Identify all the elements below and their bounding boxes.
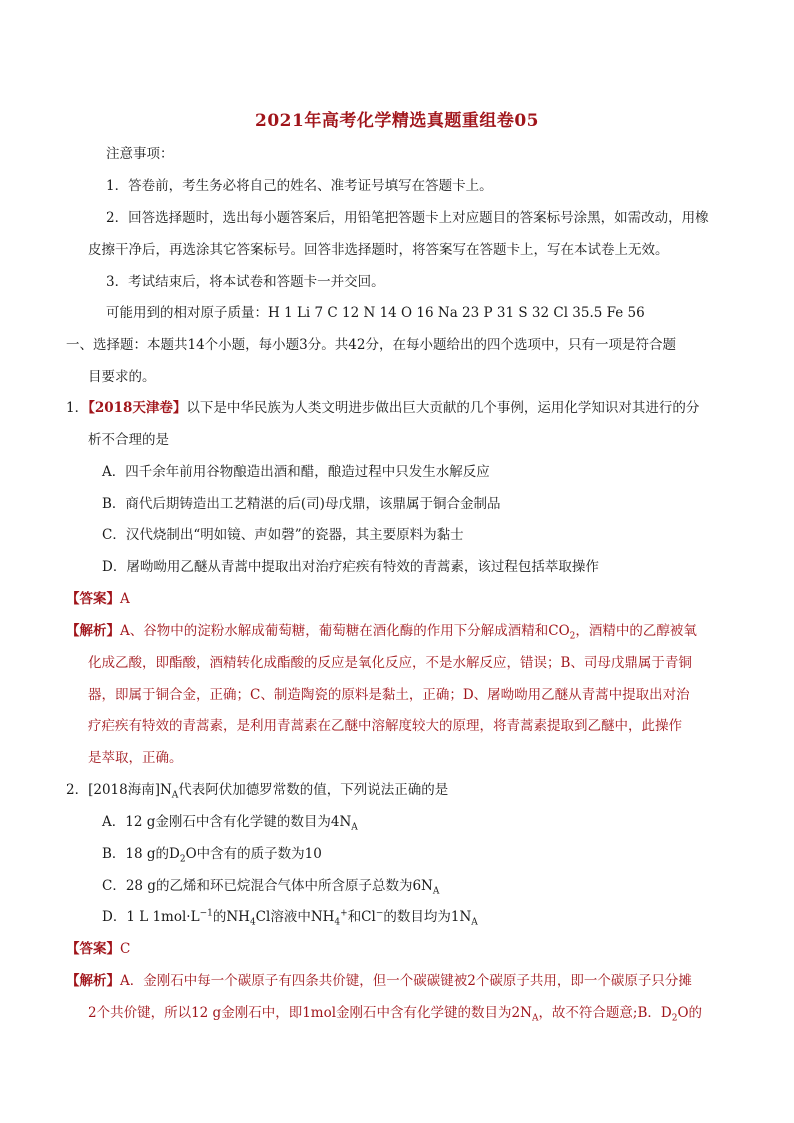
analysis-text: A．金刚石中每一个碳原子有四条共价键，但一个碳碳键被2个碳原子共用，即一个碳原子只分摊	[120, 973, 692, 989]
question-1-number: 1．	[66, 400, 89, 416]
analysis-text: 2个共价键，所以12 g金刚石中，即1mol金刚石中含有化学键的数目为2N	[88, 1005, 532, 1021]
question-1-option-a: A．四千余年前用谷物酿造出酒和醋，酿造过程中只发生水解反应	[102, 464, 490, 480]
question-2-option-d	[102, 907, 478, 927]
option-text: C．28 g的乙烯和环已烷混合气体中所含原子总数为6N	[102, 878, 433, 894]
question-1-option-d: D．屠呦呦用乙醚从青蒿中提取出对治疗疟疾有特效的青蒿素，该过程包括萃取操作	[102, 559, 599, 575]
subscript: A	[531, 1013, 539, 1024]
subscript: A	[351, 822, 358, 833]
subscript: 2	[179, 854, 186, 865]
section-heading-line-1: 一、选择题：本题共14个小题，每小题3分。共42分，在每小题给出的四个选项中，只有一项是符合题	[66, 337, 676, 353]
answer-value: A	[120, 591, 130, 607]
question-2-answer	[66, 939, 130, 959]
subscript: A	[432, 886, 440, 897]
question-1-stem	[66, 398, 699, 418]
option-text: B．18 g的D	[102, 846, 180, 862]
subscript: A	[171, 790, 179, 801]
subscript: 2	[569, 631, 576, 642]
question-1-analysis-line-5: 是萃取，正确。	[88, 750, 183, 766]
question-2-option-c	[102, 876, 439, 896]
question-2-stem	[66, 780, 448, 800]
question-1-option-b: B．商代后期铸造出工艺精湛的后(司)母戊鼎，该鼎属于铜合金制品	[102, 496, 501, 512]
option-text: A．12 g金刚石中含有化学键的数目为4N	[102, 814, 352, 830]
notice-item-3: 3．考试结束后，将本试卷和答题卡一并交回。	[106, 274, 385, 290]
notice-item-2-line-2: 皮擦干净后，再选涂其它答案标号。回答非选择题时，将答案写在答题卡上，写在本试卷上无效。	[88, 242, 669, 258]
analysis-text: O的	[677, 1005, 703, 1021]
question-1-analysis-line-1	[66, 621, 697, 641]
question-1-option-c: C．汉代烧制出“明如镜、声如磬”的瓷器，其主要原料为黏士	[102, 527, 464, 543]
option-text: 的数目均为1N	[383, 909, 472, 925]
question-1-source: 【2018天津卷】	[88, 400, 187, 416]
option-text: 和Cl	[347, 909, 376, 925]
analysis-text: ，酒精中的乙醇被氧	[575, 623, 697, 639]
analysis-text: A、谷物中的淀粉水解成葡萄糖，葡萄糖在酒化酶的作用下分解成酒精和CO	[120, 623, 570, 639]
subscript: A	[471, 917, 478, 928]
question-1-analysis-line-3: 器，即属于铜合金，正确；C、制造陶瓷的原料是黏土，正确；D、屠呦呦用乙醚从青蒿中提取出对治	[88, 687, 690, 703]
page-title: 2021年高考化学精选真题重组卷05	[255, 111, 539, 131]
notice-item-2-line-1: 2．回答选择题时，选出每小题答案后，用铅笔把答题卡上对应题目的答案标号涂黑，如需改动，用橡	[106, 210, 709, 226]
section-heading-line-2: 目要求的。	[88, 369, 156, 385]
question-1-stem-line-2: 析不合理的是	[88, 432, 169, 448]
analysis-text: ，故不符合题意;B．D	[538, 1005, 672, 1021]
question-1-stem-text: 以下是中华民族为人类文明进步做出巨大贡献的几个事例，运用化学知识对其进行的分	[186, 400, 700, 416]
option-text: 的NH	[212, 909, 250, 925]
answer-value: C	[120, 941, 131, 957]
subscript: 4	[249, 917, 256, 928]
question-1-analysis-line-2: 化成乙酸，即酯酸，酒精转化成酯酸的反应是氧化反应，不是水解反应，错误；B、司母戊鼎属于青铜	[88, 655, 692, 671]
notice-item-1: 1．答卷前，考生务必将自己的姓名、准考证号填写在答题卡上。	[106, 178, 493, 194]
option-text: O中含有的质子数为10	[185, 846, 322, 862]
answer-label: 【答案】	[66, 941, 120, 957]
question-1-analysis-line-4: 疗疟疾有特效的青蒿素，是利用青蒿素在乙醚中溶解度较大的原理，将青蒿素提取到乙醚中，此操作	[88, 718, 682, 734]
superscript: −1	[199, 908, 213, 919]
notice-heading: 注意事项：	[106, 146, 174, 162]
analysis-label: 【解析】	[66, 623, 120, 639]
option-text: D．1 L 1mol·L	[102, 909, 200, 925]
analysis-label: 【解析】	[66, 973, 120, 989]
question-2-stem-text: 2．[2018海南]N	[66, 782, 172, 798]
answer-label: 【答案】	[66, 591, 120, 607]
question-2-analysis-line-1	[66, 971, 692, 991]
superscript: +	[340, 908, 348, 919]
atomic-masses: 可能用到的相对原子质量：H 1 Li 7 C 12 N 14 O 16 Na 23 P 31 S 32 Cl 35.5 Fe 56	[106, 305, 645, 321]
option-text: Cl溶液中NH	[255, 909, 335, 925]
question-2-stem-text: 代表阿伏加德罗常数的值，下列说法正确的是	[178, 782, 449, 798]
question-1-answer	[66, 589, 130, 609]
question-2-option-b	[102, 844, 322, 864]
question-2-option-a	[102, 812, 358, 832]
question-2-analysis-line-2	[88, 1003, 702, 1023]
subscript: 4	[334, 917, 341, 928]
superscript: −	[375, 908, 384, 919]
subscript: 2	[671, 1013, 678, 1024]
